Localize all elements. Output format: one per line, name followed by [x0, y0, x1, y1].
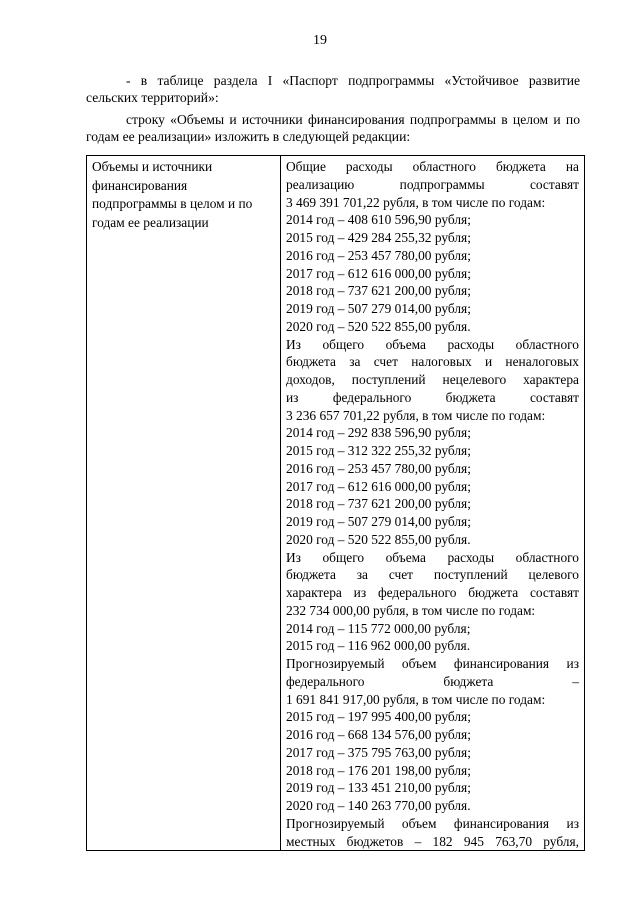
- block1-line-a: Общие расходы областного бюджета на: [286, 159, 579, 174]
- year-line: 2017 год – 612 616 000,00 рубля;: [286, 265, 471, 281]
- block4-line-a: Прогнозируемый объем финансирования из: [286, 656, 579, 671]
- year-line: 2020 год – 140 263 770,00 рубля.: [286, 798, 471, 813]
- year-line: 2018 год – 176 201 198,00 рубля;: [286, 762, 471, 778]
- federal-target-block: [286, 549, 579, 656]
- block1-line-b: реализацию подпрограммы составят: [286, 176, 579, 192]
- block2-line-c: доходов, поступлений нецелевого характера: [286, 372, 579, 387]
- intro-paragraph-1: [86, 72, 580, 107]
- block3-line-c: характера из федерального бюджета составят: [286, 585, 579, 600]
- intro-text-2: строку «Объемы и источники финансирования подпрограммы в целом и по годам ее реализации» изложить в следующей редакции:: [86, 112, 580, 145]
- year-line: 2016 год – 668 134 576,00 рубля;: [286, 727, 471, 742]
- block2-line-d: из федерального бюджета составят: [286, 389, 579, 405]
- block3-line-d: 232 734 000,00 рубля, в том числе по годам:: [286, 602, 536, 618]
- year-line: 2020 год – 520 522 855,00 рубля.: [286, 531, 471, 547]
- year-line: 2018 год – 737 621 200,00 рубля;: [286, 283, 471, 299]
- year-line: 2014 год – 408 610 596,90 рубля;: [286, 212, 471, 228]
- block3-line-a: Из общего объема расходы областного: [286, 549, 579, 565]
- block1-line-c: 3 469 391 701,22 рубля, в том числе по годам:: [286, 194, 546, 210]
- block3-line-b: бюджета за счет поступлений целевого: [286, 567, 579, 583]
- year-line: 2015 год – 312 322 255,32 рубля;: [286, 443, 471, 458]
- block4-line-c: 1 691 841 917,00 рубля, в том числе по годам:: [286, 691, 546, 707]
- intro-text-1: - в таблице раздела I «Паспорт подпрограммы «Устойчивое развитие сельских территорий»:: [86, 73, 580, 106]
- year-line: 2015 год – 429 284 255,32 рубля;: [286, 230, 471, 245]
- year-line: 2017 год – 612 616 000,00 рубля;: [286, 478, 471, 494]
- block2-line-e: 3 236 657 701,22 рубля, в том числе по годам:: [286, 407, 546, 423]
- block2-line-b: бюджета за счет налоговых и неналоговых: [286, 354, 579, 370]
- federal-forecast-block: [286, 655, 579, 815]
- year-line: 2016 год – 253 457 780,00 рубля;: [286, 247, 471, 263]
- year-line: 2020 год – 520 522 855,00 рубля.: [286, 318, 471, 334]
- year-line: 2019 год – 133 451 210,00 рубля;: [286, 780, 471, 796]
- year-line: 2017 год – 375 795 763,00 рубля;: [286, 744, 471, 760]
- block5-line-a: Прогнозируемый объем финансирования из: [286, 815, 579, 831]
- year-line: 2014 год – 292 838 596,90 рубля;: [286, 425, 471, 441]
- year-line: 2019 год – 507 279 014,00 рубля;: [286, 301, 471, 316]
- year-line: 2019 год – 507 279 014,00 рубля;: [286, 514, 471, 529]
- table-row: [87, 156, 585, 851]
- year-line: 2015 год – 116 962 000,00 рубля.: [286, 638, 471, 654]
- intro-paragraph-2: [86, 111, 580, 146]
- row-label: Объемы и источники финансирования подпрограммы в целом и по годам ее реализации: [92, 159, 253, 230]
- year-line: 2014 год – 115 772 000,00 рубля;: [286, 620, 471, 636]
- block4-line-b: федерального бюджета –: [286, 673, 579, 689]
- year-line: 2015 год – 197 995 400,00 рубля;: [286, 709, 471, 725]
- row-label-cell: [87, 156, 281, 851]
- page-number: 19: [313, 33, 327, 48]
- block2-line-a: Из общего объема расходы областного: [286, 336, 579, 352]
- passport-table: [86, 155, 585, 851]
- total-expenses-block: [286, 158, 579, 336]
- row-content-cell: [281, 156, 585, 851]
- year-line: 2018 год – 737 621 200,00 рубля;: [286, 496, 471, 512]
- block5-line-b: местных бюджетов – 182 945 763,70 рубля,: [286, 833, 579, 849]
- local-forecast-block: [286, 815, 579, 851]
- year-line: 2016 год – 253 457 780,00 рубля;: [286, 460, 471, 476]
- tax-revenue-block: [286, 336, 579, 549]
